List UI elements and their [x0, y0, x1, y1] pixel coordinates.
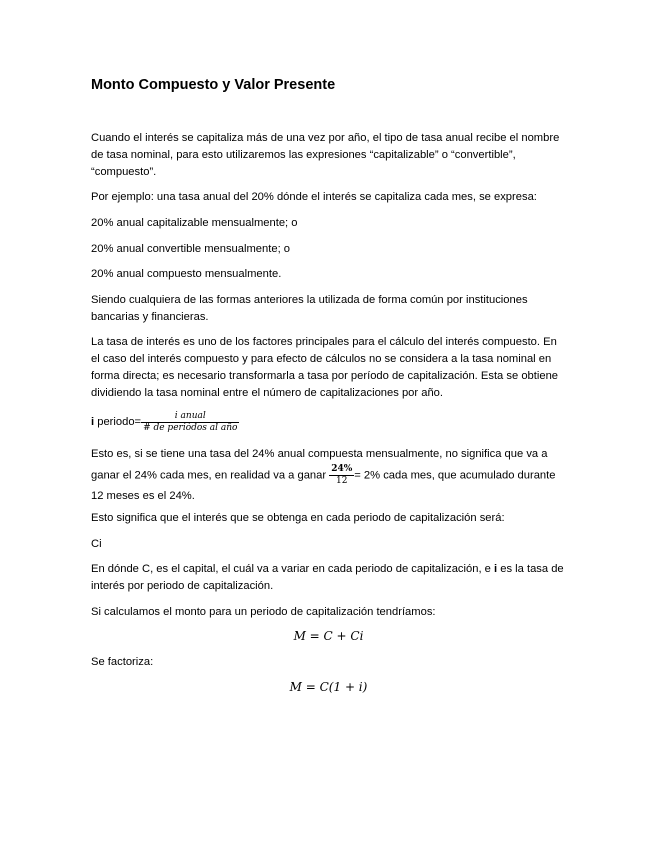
definitions-i-symbol: i — [494, 563, 498, 575]
monthly-fraction — [329, 464, 354, 487]
monthly-fraction-numerator: 24% — [331, 464, 353, 474]
page-title: Monto Compuesto y Valor Presente — [91, 77, 336, 93]
equation-monto-factorized: M = C(1 + i) — [289, 680, 368, 694]
paragraph-example: Por ejemplo: una tasa anual del 20% dónde el interés se capitaliza cada mes, se expresa: — [91, 191, 537, 203]
formula-i-symbol: i — [91, 416, 95, 428]
paragraph-convertible: 20% anual convertible mensualmente; o — [91, 243, 291, 255]
definitions-text-b: es la tasa de interés por periodo de capitalización. — [91, 563, 564, 592]
paragraph-rate-explanation: La tasa de interés es uno de los factores principales para el cálculo del interés compuesto. En el caso del interés compuesto y para efecto de cálculos no se considera a la tasa nominal en forma directa; es necesario transformarla a tasa por período de capitalización. Esta se obtiene dividiendo la tasa nominal entre el número de capitalizaciones por año. — [91, 336, 559, 399]
paragraph-factoriza: Se factoriza: — [91, 656, 154, 668]
expression-ci: Ci — [91, 538, 102, 550]
paragraph-interest-per-period: Esto significa que el interés que se obtenga en cada periodo de capitalización será: — [91, 512, 505, 524]
paragraph-monto-period: Si calculamos el monto para un periodo de capitalización tendríamos: — [91, 606, 436, 618]
formula-numerator: i anual — [141, 411, 239, 423]
formula-denominator: # de periódos al año — [143, 422, 238, 433]
formula-fraction — [141, 411, 239, 434]
paragraph-usage: Siendo cualquiera de las formas anteriores la utilizada de forma común por instituciones bancarias y financieras. — [91, 294, 528, 323]
formula-period-label: periodo= — [94, 416, 142, 428]
monthly-example-text-a: Esto es, si se tiene una tasa del 24% anual compuesta mensualmente, no significa que va a ganar el 24% cada mes, en realidad va a ganar — [91, 448, 548, 482]
equation-monto: M = C + Ci — [293, 629, 364, 643]
paragraph-intro: Cuando el interés se capitaliza más de una vez por año, el tipo de tasa anual recibe el nombre de tasa nominal, para esto utilizaremos las expresiones “capitalizable” o “convertible”, “compuesto”. — [91, 132, 560, 178]
paragraph-compuesto: 20% anual compuesto mensualmente. — [91, 268, 282, 280]
paragraph-monthly-example — [91, 445, 566, 506]
definitions-text-a: En dónde C, es el capital, el cuál va a variar en cada periodo de capitalización, e — [91, 563, 494, 575]
monthly-fraction-denominator: 12 — [336, 476, 348, 486]
monthly-example-text-b: = 2% cada mes, que acumulado durante 12 meses es el 24%. — [91, 469, 556, 502]
formula-rate-per-period — [91, 408, 566, 436]
paragraph-definitions — [91, 561, 566, 595]
paragraph-capitalizable: 20% anual capitalizable mensualmente; o — [91, 217, 298, 229]
